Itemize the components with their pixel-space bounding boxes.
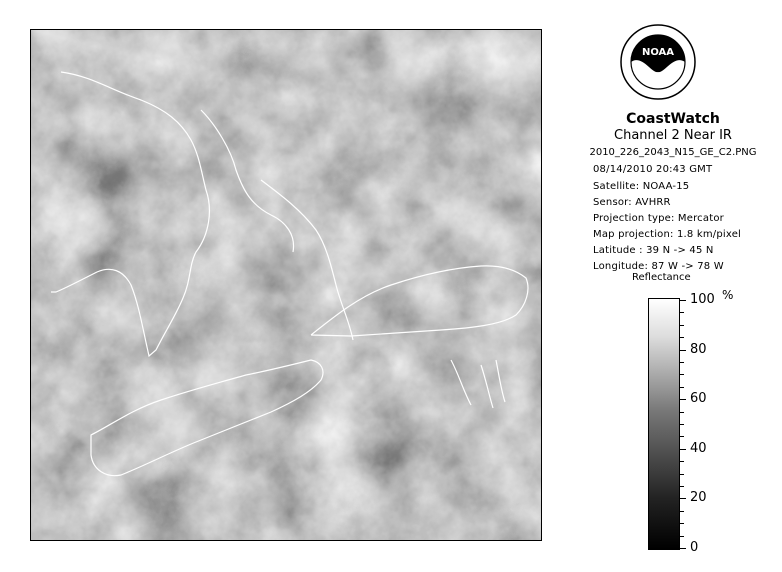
- colorbar-minor-tick: [680, 523, 684, 524]
- colorbar-minor-tick: [680, 374, 684, 375]
- product-filename: 2010_226_2043_N15_GE_C2.PNG: [589, 147, 757, 158]
- colorbar-tick-label: 60: [690, 391, 707, 407]
- colorbar: [648, 298, 680, 550]
- product-map-projection: Map projection: 1.8 km/pixel: [593, 229, 742, 240]
- colorbar-major-tick: [680, 498, 686, 499]
- colorbar-minor-tick: [680, 536, 684, 537]
- product-channel: Channel 2 Near IR: [614, 128, 732, 143]
- colorbar-title: Reflectance: [632, 272, 691, 283]
- product-sensor: Sensor: AVHRR: [593, 197, 671, 208]
- colorbar-minor-tick: [680, 486, 684, 487]
- colorbar-minor-tick: [680, 362, 684, 363]
- logo-text: NOAA: [641, 47, 675, 58]
- satellite-image: [30, 29, 542, 541]
- colorbar-tick-label: 100: [690, 292, 715, 307]
- noaa-logo-svg: [619, 22, 697, 108]
- colorbar-major-tick: [680, 350, 686, 351]
- product-title: CoastWatch: [626, 111, 720, 127]
- product-satellite: Satellite: NOAA-15: [593, 181, 690, 192]
- noaa-logo: [619, 22, 697, 108]
- colorbar-minor-tick: [680, 474, 684, 475]
- colorbar-major-tick: [680, 449, 686, 450]
- colorbar-minor-tick: [680, 337, 684, 338]
- product-longitude: Longitude: 87 W -> 78 W: [593, 261, 724, 272]
- colorbar-minor-tick: [680, 387, 684, 388]
- colorbar-major-tick: [680, 399, 686, 400]
- colorbar-minor-tick: [680, 461, 684, 462]
- colorbar-minor-tick: [680, 424, 684, 425]
- colorbar-minor-tick: [680, 412, 684, 413]
- product-latitude: Latitude : 39 N -> 45 N: [593, 245, 714, 256]
- product-projection-type: Projection type: Mercator: [593, 213, 724, 224]
- colorbar-major-tick: [680, 548, 686, 549]
- colorbar-tick-label: 80: [690, 341, 707, 357]
- colorbar-minor-tick: [680, 312, 684, 313]
- product-datetime: 08/14/2010 20:43 GMT: [593, 164, 713, 175]
- colorbar-tick-label: 20: [690, 490, 707, 506]
- satellite-image-svg: [31, 30, 542, 541]
- colorbar-unit: %: [722, 288, 734, 302]
- colorbar-minor-tick: [680, 511, 684, 512]
- cloud-field: [31, 30, 542, 541]
- colorbar-minor-tick: [680, 325, 684, 326]
- colorbar-minor-tick: [680, 436, 684, 437]
- colorbar-tick-label: 40: [690, 440, 707, 456]
- colorbar-tick-label: 0: [690, 540, 699, 555]
- colorbar-major-tick: [680, 300, 686, 301]
